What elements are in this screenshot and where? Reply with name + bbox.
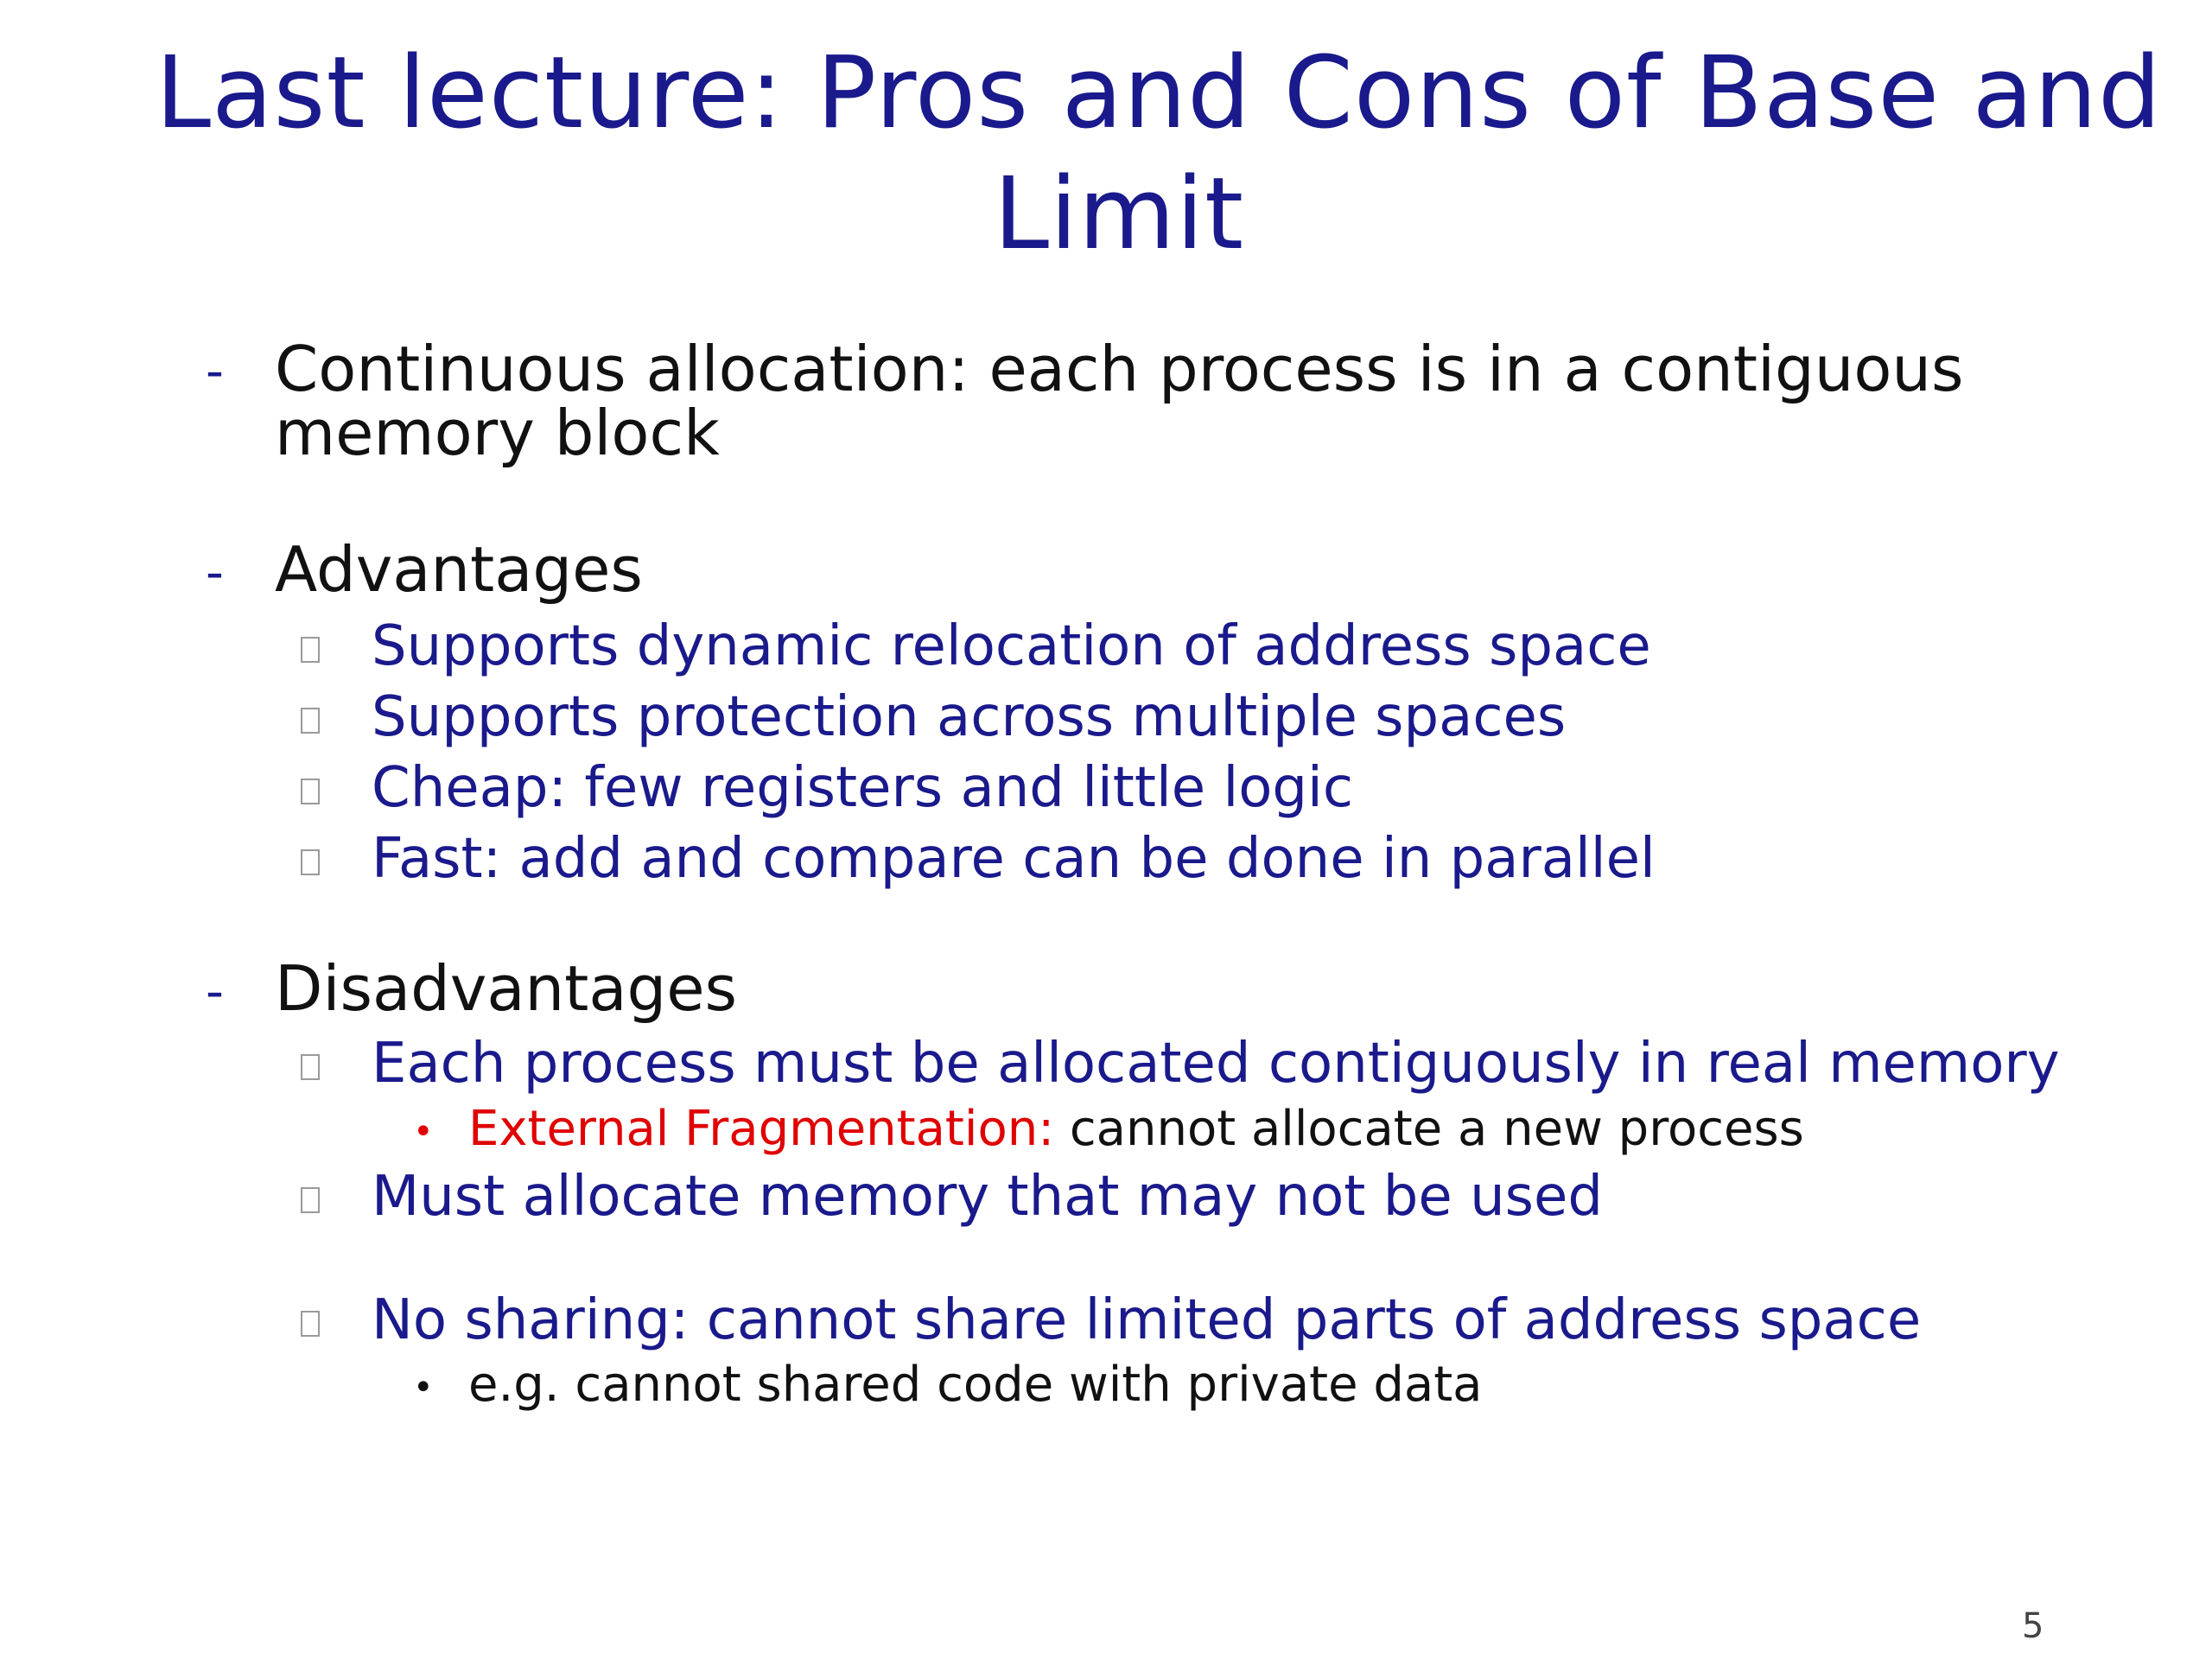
advantage-item: Cheap: few registers and little logic xyxy=(372,756,1353,820)
disadvantage-item: Must allocate memory that may not be used xyxy=(372,1165,1603,1229)
disadvantage-item: Each process must be allocated contiguously in real memory xyxy=(372,1032,2060,1096)
note-text: cannot allocate a new process xyxy=(1054,1101,1804,1157)
checkbox-bullet-icon xyxy=(301,849,320,875)
dot-bullet-icon: • xyxy=(413,1112,434,1152)
advantage-item: Supports protection across multiple spaces xyxy=(372,685,1567,749)
slide-title-line-2: Limit xyxy=(993,156,1245,272)
slide-title xyxy=(156,33,2162,275)
advantage-item: Supports dynamic relocation of address space xyxy=(372,614,1651,678)
checkbox-bullet-icon xyxy=(301,637,320,663)
checkbox-bullet-icon xyxy=(301,708,320,734)
disadvantage-item: No sharing: cannot share limited parts of address space xyxy=(372,1288,1922,1352)
checkbox-bullet-icon xyxy=(301,1187,320,1213)
dash-bullet-icon: - xyxy=(206,962,224,1020)
checkbox-bullet-icon xyxy=(301,1054,320,1080)
heading-advantages: Advantages xyxy=(275,533,643,606)
page-number: 5 xyxy=(2022,1606,2044,1646)
dash-bullet-icon: - xyxy=(206,543,224,601)
bullet-text-line-1: Continuous allocation: each process is in a contiguous xyxy=(275,333,1964,405)
checkbox-bullet-icon xyxy=(301,1311,320,1337)
note-external-fragmentation xyxy=(468,1103,1804,1156)
heading-disadvantages: Disadvantages xyxy=(275,952,738,1025)
checkbox-bullet-icon xyxy=(301,779,320,804)
slide-title-line-1: Last lecture: Pros and Cons of Base and xyxy=(156,35,2162,151)
dash-bullet-icon: - xyxy=(206,341,224,400)
note-shared-code: e.g. cannot shared code with private data xyxy=(468,1357,1483,1413)
note-highlight: External Fragmentation: xyxy=(468,1101,1055,1157)
dot-bullet-icon: • xyxy=(413,1368,434,1408)
bullet-continuous-allocation xyxy=(275,333,1964,469)
bullet-text-line-2: memory block xyxy=(275,397,720,469)
advantage-item: Fast: add and compare can be done in parallel xyxy=(372,827,1656,891)
